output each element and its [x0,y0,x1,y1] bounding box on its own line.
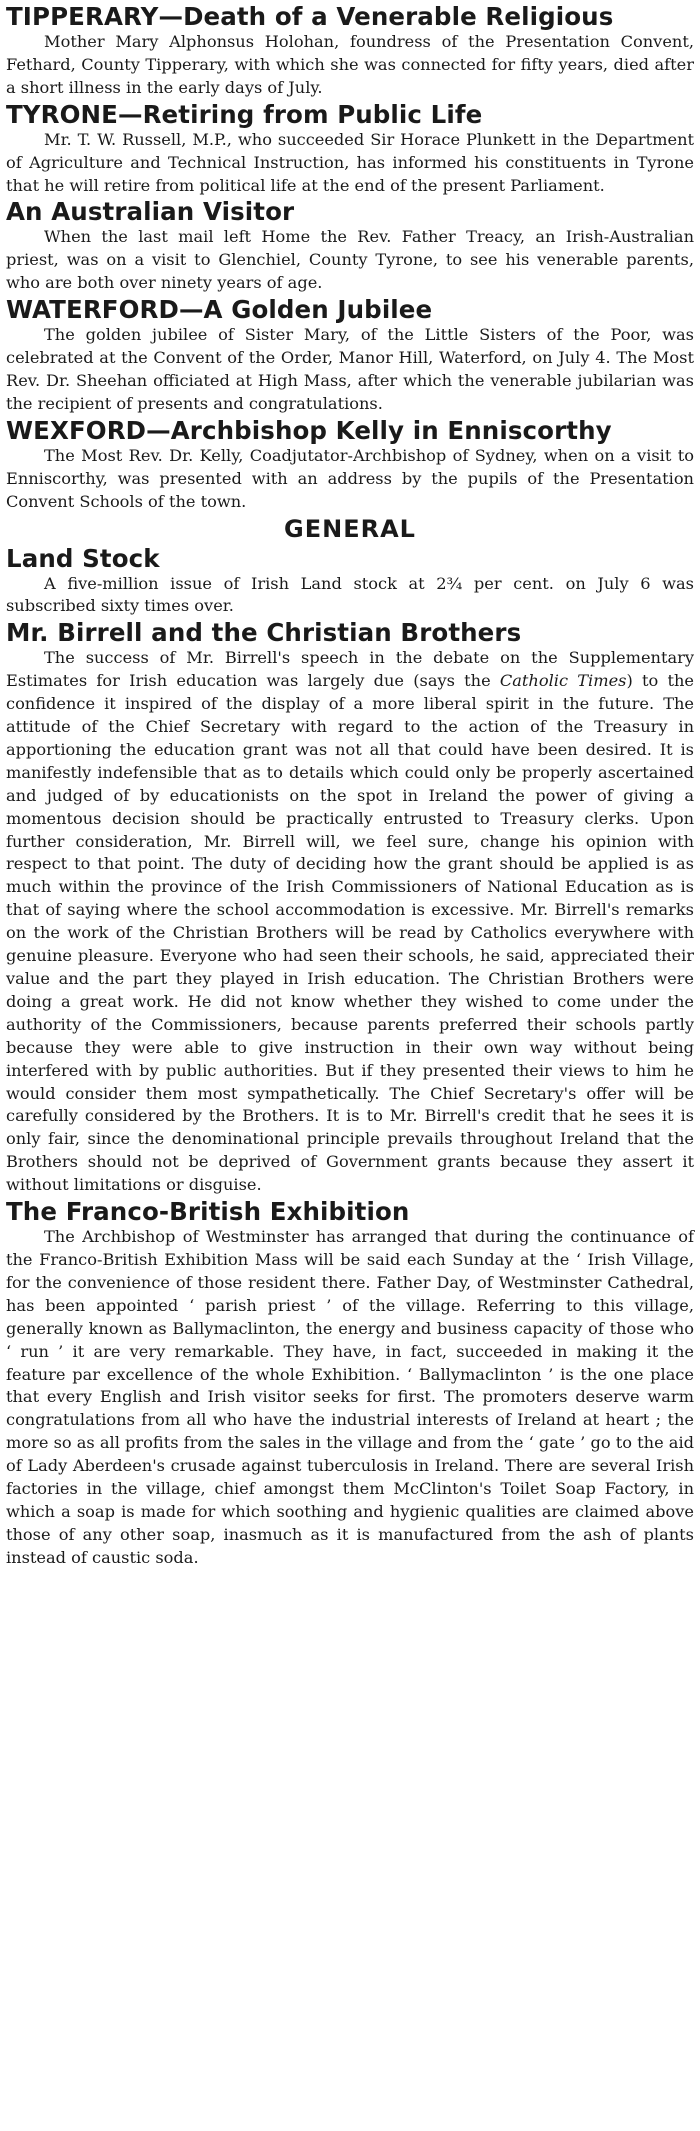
body-birrell-part-2: ) to the confidence it inspired of the display of a more liberal spirit in the future. The attitude of the Chief Secretary with regard to the action of the Treasury in apportioning the education grant was not all that could have been desired. It is manifestly indefensible that as to details which could only be properly ascertained and judged of by educationists on the spot in Ireland the power of giving a momentous decision should be practically entrusted to Treasury clerks. Upon further consideration, Mr. Birrell will, we feel sure, change his opinion with respect to that point. The duty of deciding how the grant should be applied is as much within the province of the Irish Commissioners of National Education as is that of saying where the school accommodation is excessive. Mr. Birrell's remarks on the work of the Christian Brothers will be read by Catholics everywhere with genuine pleasure. Everyone who had seen their schools, he said, appreciated their value and the part they played in Irish education. The Christian Brothers were doing a great work. He did not know whether they wished to come under the authority of the Commissioners, because parents preferred their schools partly because they were able to give instruction in their own way without being interfered with by public authorities. But if they presented their views to him he would consider them most sympathetically. The Chief Secretary's offer will be carefully considered by the Brothers. It is to Mr. Birrell's credit that he sees it is only fair, since the denominational principle prevails throughout Ireland that the Brothers should not be deprived of Government grants because they assert it without limitations or disguise. [6,671,694,1195]
body-birrell [6,647,694,1197]
article-australian-visitor [6,197,694,295]
body-tyrone: Mr. T. W. Russell, M.P., who succeeded Sir Horace Plunkett in the Department of Agriculture and Technical Instruction, has informed his constituents in Tyrone that he will retire from political life at the end of the present Parliament. [6,129,694,195]
article-land-stock [6,544,694,619]
headline-waterford: WATERFORD—A Golden Jubilee [6,295,433,325]
source-catholic-times: Catholic Times [499,671,627,691]
article-birrell [6,618,694,1197]
body-waterford: The golden jubilee of Sister Mary, of the Little Sisters of the Poor, was celebrated at the Convent of the Order, Manor Hill, Waterford, on July 4. The Most Rev. Dr. Sheehan officiated at High Mass, after which the venerable jubilarian was the recipient of presents and congratulations. [6,325,694,413]
body-wexford: The Most Rev. Dr. Kelly, Coadjutator-Archbishop of Sydney, when on a visit to Enniscorthy, was presented with an address by the pupils of the Presentation Convent Schools of the town. [6,445,694,511]
body-birrell-part-1: The success of Mr. Birrell's speech in the debate on the Supplementary Estimates for Irish education was largely due (says the [6,648,694,691]
body-land-stock: A five-million issue of Irish Land stock at 2¾ per cent. on July 6 was subscribed sixty times over. [6,573,694,616]
article-waterford [6,295,694,416]
headline-tyrone: TYRONE—Retiring from Public Life [6,99,483,129]
headline-franco-british: The Franco-British Exhibition [6,1197,410,1227]
article-wexford [6,416,694,514]
headline-tipperary: TIPPERARY—Death of a Venerable Religious [6,2,614,31]
section-title-general: GENERAL [284,514,416,543]
article-tipperary [6,2,694,100]
article-franco-british [6,1197,694,1570]
article-tyrone [6,100,694,198]
headline-wexford: WEXFORD—Archbishop Kelly in Enniscorthy [6,415,612,445]
headline-australian-visitor: An Australian Visitor [6,197,295,227]
body-australian-visitor: When the last mail left Home the Rev. Father Treacy, an Irish-Australian priest, was on a visit to Glenchiel, County Tyrone, to see his venerable parents, who are both over ninety years of age. [6,227,694,293]
headline-birrell: Mr. Birrell and the Christian Brothers [6,618,522,648]
body-tipperary: Mother Mary Alphonsus Holohan, foundress of the Presentation Convent, Fethard, County Tipperary, with which she was connected for fifty years, died after a short illness in the early days of July. [6,32,694,97]
headline-land-stock: Land Stock [6,543,160,573]
body-franco-british: The Archbishop of Westminster has arranged that during the continuance of the Franco-British Exhibition Mass will be said each Sunday at the ‘ Irish Village, for the convenience of those resident there. Father Day, of Westminster Cathedral, has been appointed ‘ parish priest ’ of the village. Referring to this village, generally known as Ballymaclinton, the energy and business capacity of those who ‘ run ’ it are very remarkable. They have, in fact, succeeded in making it the feature par excellence of the whole Exhibition. ‘ Ballymaclinton ’ is the one place that every English and Irish visitor seeks for first. The promoters deserve warm congratulations from all who have the industrial interests of Ireland at heart ; the more so as all profits from the sales in the village and from the ‘ gate ’ go to the aid of Lady Aberdeen's crusade against tuberculosis in Ireland. There are several Irish factories in the village, chief amongst them McClinton's Toilet Soap Factory, in which a soap is made for which soothing and hygienic qualities are claimed above those of any other soap, inasmuch as it is manufactured from the ash of plants instead of caustic soda. [6,1227,694,1567]
